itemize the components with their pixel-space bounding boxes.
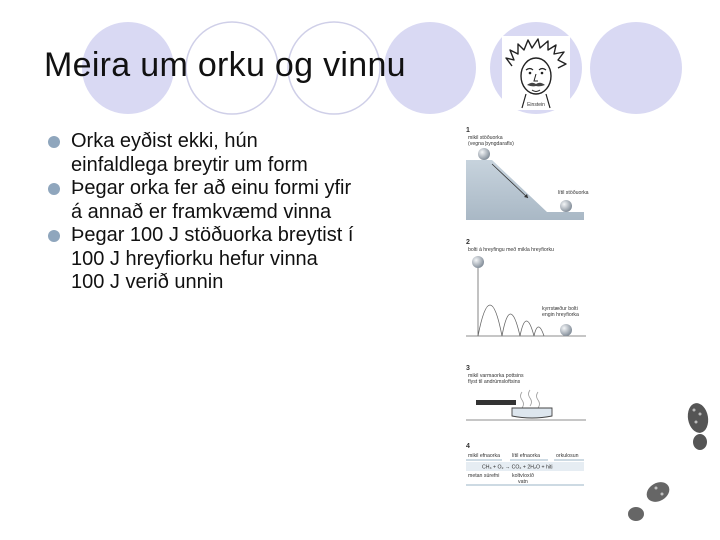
panel-kinetic-energy — [466, 239, 586, 336]
panel-thermal-energy — [466, 365, 586, 420]
panel-label: (vegna þyngdarafls) — [468, 141, 514, 147]
bullet-item — [46, 130, 356, 177]
panel-label: lítil efnaorka — [512, 453, 540, 459]
footprint-icon — [628, 478, 673, 521]
slide-title: Meira um orku og vinnu — [44, 46, 406, 84]
energy-forms-figure — [462, 124, 592, 488]
panel-label: mikil stöðuorka — [468, 135, 503, 141]
bullet-icon — [48, 183, 60, 195]
panel-label: bolti á hreyfingu með mikla hreyfiorku — [468, 247, 554, 253]
ball-icon — [560, 324, 572, 336]
panel-label: mikil varmaorka pottsins — [468, 373, 524, 379]
bullet-item — [46, 224, 356, 295]
einstein-cartoon-image — [502, 36, 570, 110]
panel-potential-energy — [466, 127, 589, 220]
bullet-icon — [48, 136, 60, 148]
bullet-text: Þegar orka fer að einu formi yfir á annað er framkvæmd vinna — [71, 177, 352, 223]
panel-label: metan súrefni — [468, 473, 500, 479]
decor-circle — [590, 22, 682, 114]
panel-label: flyst til andrúmsloftsins — [468, 379, 521, 385]
bullet-list — [46, 130, 356, 295]
panel-number: 2 — [466, 239, 470, 246]
footprint-icon — [686, 401, 711, 450]
panel-label: engin hreyfiorka — [542, 312, 579, 318]
ball-icon — [478, 148, 490, 160]
ball-icon — [472, 256, 484, 268]
panel-label: lítil stöðuorka — [558, 190, 589, 196]
panel-number: 3 — [466, 365, 470, 372]
panel-label: orkulosun — [556, 453, 579, 459]
panel-label: kyrrstæður bolti — [542, 306, 578, 312]
panel-number: 4 — [466, 443, 470, 450]
chemical-equation: CH₄ + O₂ → CO₂ + 2H₂O + hiti — [482, 464, 553, 471]
panel-label: mikil efnaorka — [468, 453, 501, 459]
bullet-text: Orka eyðist ekki, hún einfaldlega breytir um form — [71, 130, 308, 176]
panel-chemical-energy — [466, 443, 584, 485]
einstein-caption: Einstein — [527, 102, 545, 108]
bullet-item — [46, 177, 356, 224]
bullet-text: Þegar 100 J stöðuorka breytist í 100 J hreyfiorku hefur vinna 100 J verið unnin — [71, 224, 354, 293]
panel-number: 1 — [466, 127, 470, 134]
bullet-icon — [48, 230, 60, 242]
footprints-decoration — [620, 390, 720, 540]
panel-label: vatn — [518, 479, 528, 485]
ball-icon — [560, 200, 572, 212]
panel-label: koltvíoxíð — [512, 473, 534, 479]
